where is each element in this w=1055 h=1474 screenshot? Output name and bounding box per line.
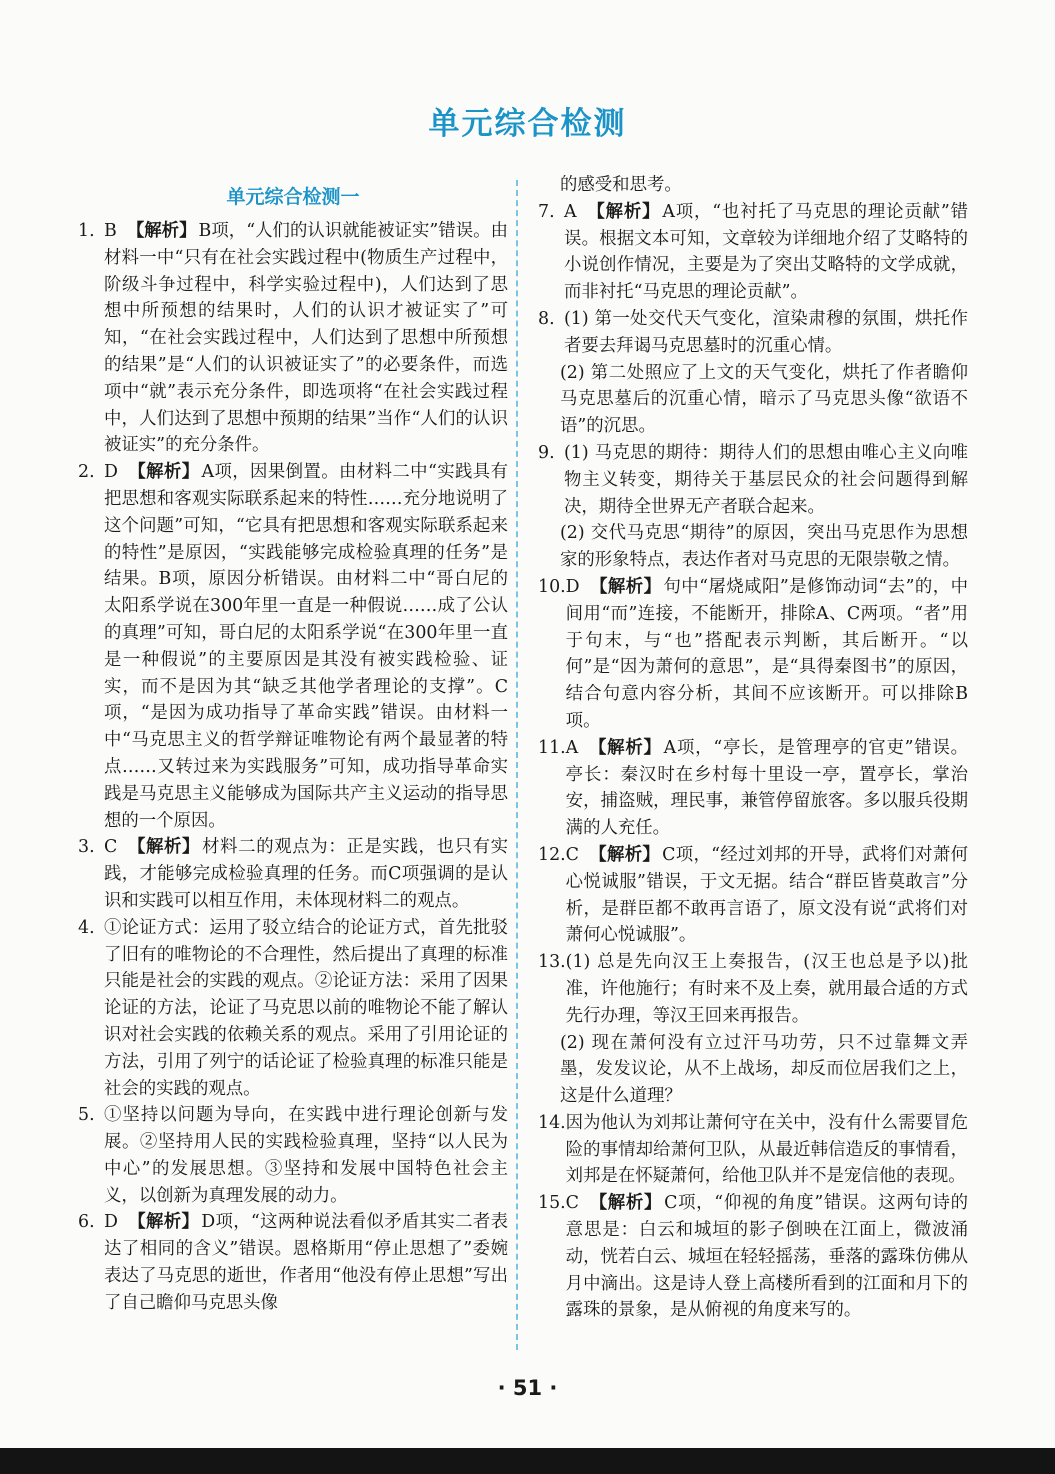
page-number: · 51 · — [497, 1376, 558, 1400]
answer-text: ①论证方式：运用了驳立结合的论证方式，首先批驳了旧有的唯物论的不合理性，然后提出了真理的标准只能是社会的实践的观点。②论证方法：采用了因果论证的方法，论证了马克思以前的唯物论不能了解认识对社会实践的依赖关系的观点。采用了引用论证的方法，引用了列宁的话论证了检验真理的标准只能是社会的实践的观点。 — [104, 917, 508, 1099]
answer-list-left — [78, 218, 508, 1317]
question-number: 4. — [78, 917, 95, 938]
analysis-tag: 【解析】 — [127, 462, 200, 483]
answer-continuation: 的感受和思考。 — [560, 175, 682, 195]
answer-item — [78, 1102, 508, 1209]
analysis-tag: 【解析】 — [127, 1212, 200, 1233]
analysis-tag: 【解析】 — [589, 576, 662, 597]
answer-choice: C — [565, 844, 579, 865]
answer-body — [566, 1190, 968, 1324]
answer-choice: D — [104, 1212, 118, 1233]
question-number: 2. — [78, 462, 95, 483]
page-title: 单元综合检测 — [428, 106, 627, 142]
answer-text: A项，“也衬托了马克思的理论贡献”错误。根据文本可知，文章较为详细地介绍了艾略特的小说创作情况，主要是为了突出艾略特的文学成就，而非衬托“马克思的理论贡献”。 — [564, 201, 968, 303]
answer-item — [538, 1110, 968, 1190]
answer-text: A项，“亭长，是管理亭的官吏”错误。亭长：秦汉时在乡村每十里设一亭，置亭长，掌治安，捕盗贼，理民事，兼管停留旅客。多以服兵役期满的人充任。 — [565, 737, 968, 839]
scan-edge — [0, 1448, 1055, 1474]
answer-item — [78, 459, 508, 834]
analysis-tag: 【解析】 — [588, 1193, 663, 1214]
answer-choice: C — [565, 1193, 579, 1214]
answer-body — [104, 915, 508, 1103]
answer-item — [538, 199, 968, 306]
question-number: 15. — [538, 1193, 566, 1214]
question-number: 8. — [538, 308, 555, 329]
answer-text: (1) 马克思的期待：期待人们的思想由唯心主义向唯物主义转变，期待关于基层民众的社会问题得到解决，期待全世界无产者联合起来。 — [564, 442, 968, 517]
question-number: 6. — [78, 1212, 95, 1233]
question-number: 1. — [78, 221, 95, 241]
analysis-tag: 【解析】 — [127, 837, 201, 858]
answer-choice: B — [104, 221, 117, 241]
left-column — [78, 172, 508, 1317]
answer-continuation: (2) 交代马克思“期待”的原因，突出马克思作为思想家的形象特点，表达作者对马克思的无限崇敬之情。 — [560, 523, 968, 571]
answer-body — [104, 1102, 508, 1209]
answer-body — [564, 440, 968, 520]
answer-list-right — [538, 172, 968, 1324]
answer-text: 句中“屠烧咸阳”是修饰动词“去”的，中间用“而”连接，不能断开，排除A、C两项。“者”用于句末，与“也”搭配表示判断，其后断开。“以何”是“因为萧何的意思”，是“具得秦图书”的原因，结合句意内容分析，其间不应该断开。可以排除B项。 — [565, 576, 968, 731]
section-title: 单元综合检测一 — [226, 186, 360, 208]
answer-item — [78, 915, 508, 1103]
question-number: 11. — [538, 737, 566, 758]
answer-item — [538, 949, 968, 1029]
answer-body — [566, 842, 968, 949]
answer-text: (1) 总是先向汉王上奏报告，(汉王也总是予以)批准，许他施行；有时来不及上奏，就用最合适的方式先行办理，等汉王回来再报告。 — [565, 952, 968, 1026]
answer-item — [78, 218, 508, 459]
answer-item — [78, 834, 508, 914]
answer-body — [566, 735, 968, 842]
answer-choice: A — [565, 737, 579, 758]
question-number: 5. — [78, 1105, 95, 1126]
answer-text: C项，“仰视的角度”错误。这两句诗的意思是：白云和城垣的影子倒映在江面上，微波涌动，恍若白云、城垣在轻轻摇荡，垂落的露珠仿佛从月中滴出。这是诗人登上高楼所看到的江面和月下的露珠的景象，是从俯视的角度来写的。 — [565, 1193, 968, 1321]
analysis-tag: 【解析】 — [588, 844, 661, 865]
answer-text: D项，“这两种说法看似矛盾其实二者表达了相同的含义”错误。恩格斯用“停止思想了”委婉表达了马克思的逝世，作者用“他没有停止思想”写出了自己瞻仰马克思头像 — [104, 1212, 508, 1313]
answer-text: C项，“经过刘邦的开导，武将们对萧何心悦诚服”错误，于文无据。结合“群臣皆莫敢言”分析，是群臣都不敢再言语了，原文没有说“武将们对萧何心悦诚服”。 — [565, 844, 968, 946]
column-divider — [516, 180, 518, 1350]
answer-choice: D — [104, 462, 118, 483]
question-number: 7. — [538, 201, 555, 222]
answer-body — [566, 1110, 968, 1190]
analysis-tag: 【解析】 — [126, 221, 197, 241]
question-number: 9. — [538, 442, 555, 463]
answer-text: ①坚持以问题为导向，在实践中进行理论创新与发展。②坚持用人民的实践检验真理，坚持“以人民为中心”的发展思想。③坚持和发展中国特色社会主义，以创新为真理发展的动力。 — [104, 1105, 508, 1206]
answer-text: B项，“人们的认识就能被证实”错误。由材料一中“只有在社会实践过程中(物质生产过程中，阶级斗争过程中，科学实验过程中)，人们达到了思想中所预想的结果时，人们的认识才被证实了”可知，“在社会实践过程中，人们达到了思想中所预想的结果”是“人们的认识被证实了”的必要条件，而选项中“就”表示充分条件，即选项将“在社会实践过程中，人们达到了思想中预期的结果”当作“人们的认识被证实”的充分条件。 — [104, 221, 508, 456]
answer-body — [564, 306, 968, 360]
answer-text: 材料二的观点为：正是实践，也只有实践，才能够完成检验真理的任务。而C项强调的是认识和实践可以相互作用，未体现材料二的观点。 — [104, 837, 508, 911]
question-number: 3. — [78, 837, 95, 858]
answer-body — [104, 218, 508, 459]
question-number: 14. — [538, 1112, 566, 1133]
answer-text: A项，因果倒置。由材料二中“实践具有把思想和客观实际联系起来的特性……充分地说明了这个问题”可知，“它具有把思想和客观实际联系起来的特性”是原因，“实践能够完成检验真理的任务”是结果。B项，原因分析错误。由材料二中“哥白尼的太阳系学说在300年里一直是一种假说……成了公认的真理”可知，哥白尼的太阳系学说“在300年里一直是一种假说”的主要原因是其没有被实践检验、证实，而不是因为其“缺乏其他学者理论的支撑”。C项，“是因为成功指导了革命实践”错误。由材料一中“马克思主义的哲学辩证唯物论有两个最显著的特点……又转过来为实践服务”可知，成功指导革命实践是马克思主义能够成为国际共产主义运动的指导思想的一个原因。 — [104, 462, 508, 831]
answer-choice: A — [564, 201, 577, 222]
answer-text: 因为他认为刘邦让萧何守在关中，没有什么需要冒危险的事情却给萧何卫队，从最近韩信造反的事情看，刘邦是在怀疑萧何，给他卫队并不是宠信他的表现。 — [565, 1112, 968, 1187]
analysis-tag: 【解析】 — [586, 201, 661, 222]
question-number: 12. — [538, 844, 566, 865]
answer-item — [538, 1190, 968, 1324]
answer-item — [538, 440, 968, 520]
answer-item — [538, 842, 968, 949]
answer-item — [538, 574, 968, 735]
answer-choice: D — [565, 576, 580, 597]
answer-body — [104, 459, 508, 834]
answer-body — [564, 199, 968, 306]
answer-text: (1) 第一处交代天气变化，渲染肃穆的氛围，烘托作者要去拜谒马克思墓时的沉重心情。 — [564, 308, 968, 356]
question-number: 13. — [538, 952, 566, 973]
answer-item — [538, 735, 968, 842]
answer-continuation: (2) 第二处照应了上文的天气变化，烘托了作者瞻仰马克思墓后的沉重心情，暗示了马克思头像“欲语不语”的沉思。 — [560, 362, 968, 437]
analysis-tag: 【解析】 — [588, 737, 662, 758]
right-column — [538, 172, 968, 1324]
answer-item — [78, 1209, 508, 1316]
question-number: 10. — [538, 576, 566, 597]
answer-body — [566, 949, 968, 1029]
answer-body — [104, 834, 508, 914]
answer-continuation: (2) 现在萧何没有立过汗马功劳，只不过靠舞文弄墨，发发议论，从不上战场，却反而位居我们之上，这是什么道理？ — [560, 1032, 968, 1107]
answer-choice: C — [104, 837, 118, 858]
answer-body — [566, 574, 968, 735]
answer-item — [538, 306, 968, 360]
answer-body — [104, 1209, 508, 1316]
